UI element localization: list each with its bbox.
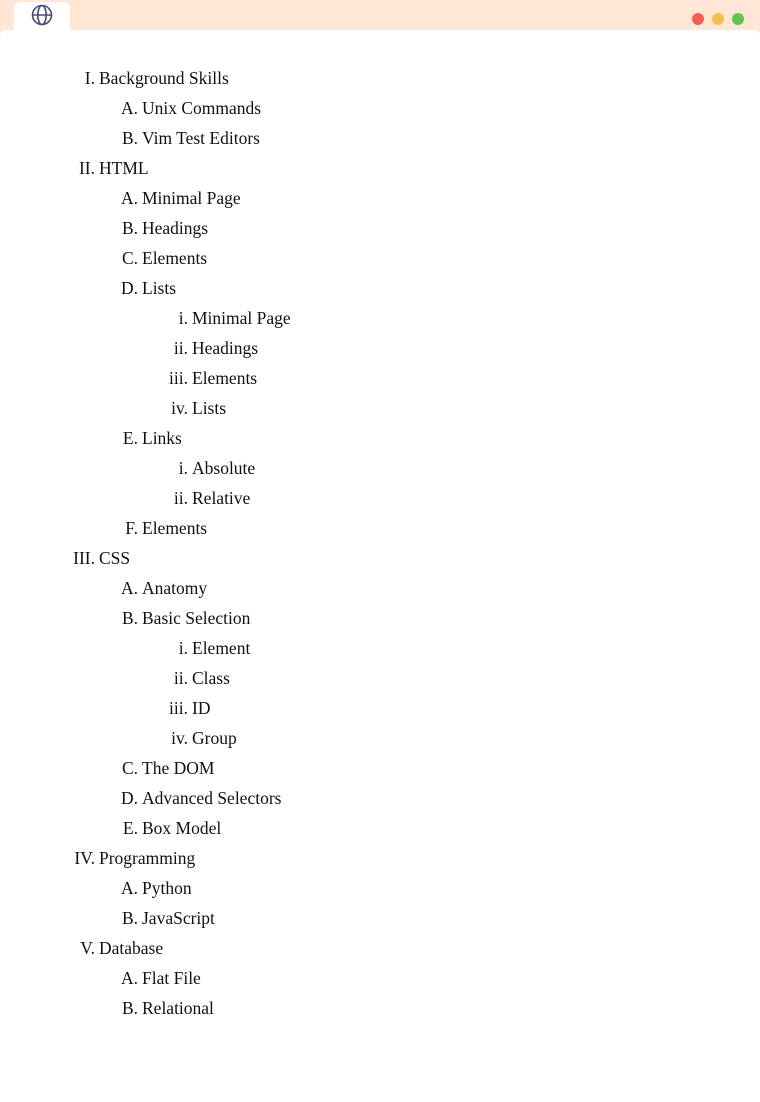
list-marker: D. bbox=[120, 278, 138, 298]
list-item-label: Basic Selection bbox=[142, 608, 251, 628]
list-item-label: Group bbox=[192, 728, 237, 748]
list-marker: C. bbox=[121, 758, 138, 778]
list-item-label: Headings bbox=[192, 338, 259, 358]
list-marker: B. bbox=[121, 608, 138, 628]
list-item-label: Lists bbox=[142, 278, 177, 298]
minimize-button[interactable] bbox=[712, 13, 724, 25]
list-item-label: Relational bbox=[142, 998, 214, 1018]
list-item-label: Minimal Page bbox=[142, 188, 241, 208]
list-item-label: Python bbox=[142, 878, 192, 898]
list-item-label: Vim Test Editors bbox=[142, 128, 260, 148]
list-marker: ii. bbox=[173, 338, 188, 358]
list-marker: A. bbox=[120, 98, 138, 118]
list-item-label: Elements bbox=[142, 518, 208, 538]
globe-icon bbox=[31, 4, 53, 26]
list-marker: V. bbox=[80, 938, 95, 958]
list-marker: A. bbox=[120, 188, 138, 208]
list-marker: B. bbox=[121, 218, 138, 238]
list-marker: E. bbox=[122, 818, 138, 838]
list-item-label: HTML bbox=[99, 158, 149, 178]
maximize-button[interactable] bbox=[732, 13, 744, 25]
list-item-label: Lists bbox=[192, 398, 227, 418]
list-item-label: Elements bbox=[142, 248, 208, 268]
list-item-label: CSS bbox=[99, 548, 131, 568]
list-marker: E. bbox=[122, 428, 138, 448]
list-item-label: Headings bbox=[142, 218, 209, 238]
list-marker: iv. bbox=[171, 398, 188, 418]
list-item-label: Absolute bbox=[192, 458, 256, 478]
list-item-label: Element bbox=[192, 638, 251, 658]
list-item-label: Links bbox=[142, 428, 182, 448]
list-marker: D. bbox=[120, 788, 138, 808]
list-item-label: Advanced Selectors bbox=[142, 788, 282, 808]
list-item-label: Unix Commands bbox=[142, 98, 262, 118]
list-marker: F. bbox=[125, 518, 138, 538]
title-bar bbox=[0, 0, 760, 30]
list-item-label: ID bbox=[192, 698, 211, 718]
list-item-label: Minimal Page bbox=[192, 308, 291, 328]
list-item-label: The DOM bbox=[142, 758, 215, 778]
list-item-label: Background Skills bbox=[99, 68, 229, 88]
list-marker: i. bbox=[178, 308, 188, 328]
list-item-label: Elements bbox=[192, 368, 258, 388]
close-button[interactable] bbox=[692, 13, 704, 25]
list-item-label: JavaScript bbox=[142, 908, 215, 928]
list-marker: IV. bbox=[74, 848, 95, 868]
list-item-label: Programming bbox=[99, 848, 196, 868]
list-marker: i. bbox=[178, 458, 188, 478]
list-item-label: Class bbox=[192, 668, 230, 688]
page-content bbox=[0, 30, 760, 1102]
list-item-label: Anatomy bbox=[142, 578, 208, 598]
list-item-label: Box Model bbox=[142, 818, 222, 838]
list-marker: iii. bbox=[169, 698, 188, 718]
window-controls bbox=[692, 13, 744, 25]
list-marker: B. bbox=[121, 998, 138, 1018]
list-marker: A. bbox=[120, 878, 138, 898]
list-item-label: Flat File bbox=[142, 968, 201, 988]
list-marker: iii. bbox=[169, 368, 188, 388]
list-marker: B. bbox=[121, 908, 138, 928]
list-marker: ii. bbox=[173, 668, 188, 688]
list-item-label: Relative bbox=[192, 488, 251, 508]
list-marker: I. bbox=[84, 68, 95, 88]
browser-tab[interactable] bbox=[14, 2, 70, 32]
list-marker: III. bbox=[73, 548, 95, 568]
list-marker: B. bbox=[121, 128, 138, 148]
list-marker: C. bbox=[121, 248, 138, 268]
list-marker: ii. bbox=[173, 488, 188, 508]
list-marker: i. bbox=[178, 638, 188, 658]
list-marker: II. bbox=[78, 158, 95, 178]
list-marker: iv. bbox=[171, 728, 188, 748]
list-item-label: Database bbox=[99, 938, 164, 958]
list-marker: A. bbox=[120, 968, 138, 988]
list-marker: A. bbox=[120, 578, 138, 598]
